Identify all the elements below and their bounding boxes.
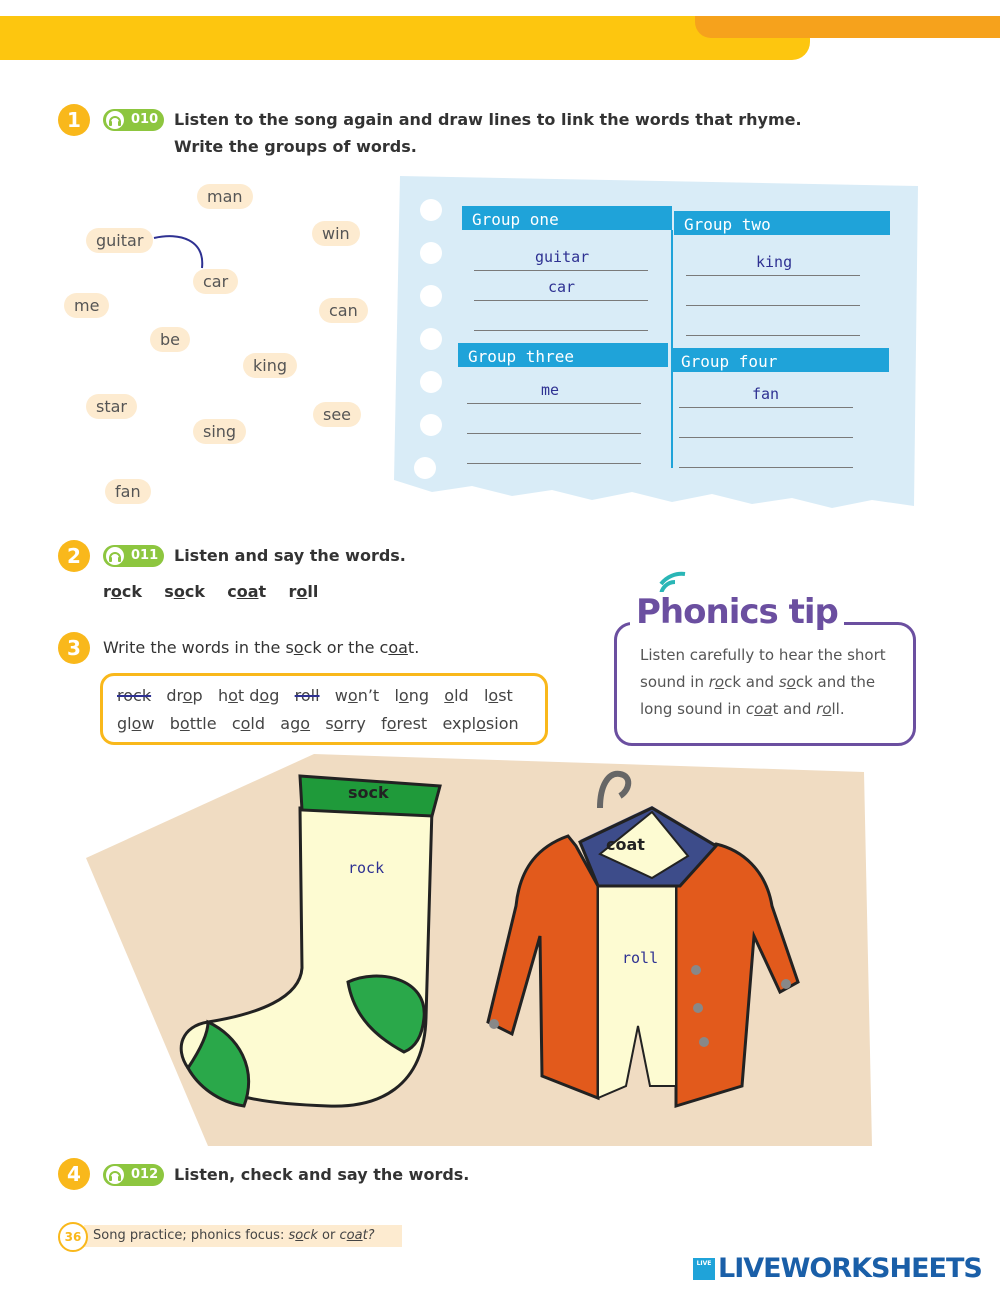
sock-answer[interactable]: rock: [348, 859, 385, 877]
answer-line: [679, 407, 853, 408]
word-box-word[interactable]: old: [444, 686, 469, 705]
group-four-header: Group four: [671, 348, 889, 372]
liveworksheets-brand: LIVEWORKSHEETS: [718, 1253, 982, 1284]
word-box-word[interactable]: lost: [483, 686, 513, 705]
answer-line: [467, 403, 641, 404]
rhyme-word[interactable]: car: [193, 269, 238, 294]
rhyme-word[interactable]: guitar: [86, 228, 153, 253]
word-box-word[interactable]: sorry: [325, 714, 366, 733]
exercise-2-words: [103, 582, 318, 601]
notepad-hole: [420, 285, 442, 307]
rhyme-word[interactable]: win: [312, 221, 360, 246]
coat-answer[interactable]: roll: [622, 949, 659, 967]
notepad-hole: [420, 199, 442, 221]
exercise-2-number: 2: [58, 540, 90, 572]
answer-line: [686, 335, 860, 336]
group-four-answer[interactable]: fan: [752, 385, 780, 403]
group-two-header: Group two: [674, 211, 890, 235]
header-bar: [0, 16, 810, 60]
answer-line: [467, 433, 641, 434]
headphones-icon: [106, 111, 124, 129]
sock-illustration: [178, 768, 448, 1128]
rhyme-word[interactable]: sing: [193, 419, 246, 444]
rhyme-word[interactable]: see: [313, 402, 361, 427]
answer-line: [679, 467, 853, 468]
word-box-word[interactable]: drop: [166, 686, 203, 705]
word-box-word[interactable]: ago: [280, 714, 311, 733]
answer-line: [474, 330, 648, 331]
group-three-header: Group three: [458, 343, 668, 367]
word-box-word[interactable]: roll: [294, 686, 320, 705]
group-one-header: Group one: [462, 206, 672, 230]
word-box-word[interactable]: bottle: [169, 714, 217, 733]
word-box-word[interactable]: explosion: [442, 714, 519, 733]
rhyme-word[interactable]: star: [86, 394, 137, 419]
answer-line: [679, 437, 853, 438]
rhyme-word[interactable]: fan: [105, 479, 151, 504]
exercise-1-number: 1: [58, 104, 90, 136]
answer-line: [686, 275, 860, 276]
notepad-hole: [420, 371, 442, 393]
phonics-tip-line3: long sound in coat and roll.: [640, 700, 845, 718]
phonics-tip-line1: Listen carefully to hear the short: [640, 646, 886, 664]
exercise-1-instruction-line2: Write the groups of words.: [174, 137, 417, 156]
phonics-tip-line2: sound in rock and sock and the: [640, 673, 876, 691]
header-accent-bar: [695, 16, 1000, 38]
headphones-icon: [106, 1166, 124, 1184]
audio-track-number: 012: [131, 1167, 159, 1182]
notepad-hole: [420, 328, 442, 350]
exercise-4-number: 4: [58, 1158, 90, 1190]
word-box-word[interactable]: rock: [117, 686, 152, 705]
audio-track-012[interactable]: [103, 1164, 164, 1186]
audio-track-010[interactable]: [103, 109, 164, 131]
rhyme-word[interactable]: me: [64, 293, 109, 318]
word-box-word[interactable]: hot dog: [217, 686, 280, 705]
coat-label: coat: [606, 835, 645, 854]
exercise-2-instruction: Listen and say the words.: [174, 546, 406, 565]
notepad-hole: [414, 457, 436, 479]
group-one-answer[interactable]: guitar: [535, 248, 590, 266]
phonics-word: sock: [164, 582, 205, 601]
phonics-word: coat: [227, 582, 267, 601]
answer-line: [467, 463, 641, 464]
word-box: [100, 673, 548, 745]
rhyme-word[interactable]: be: [150, 327, 190, 352]
rhyme-link-line: [150, 230, 210, 272]
exercise-1-instruction-line1: Listen to the song again and draw lines to link the words that rhyme.: [174, 110, 802, 129]
rhyme-word[interactable]: can: [319, 298, 368, 323]
page-number: 36: [58, 1222, 88, 1252]
word-box-row1: [117, 686, 513, 705]
audio-track-number: 011: [131, 548, 159, 563]
group-two-answer[interactable]: king: [756, 253, 793, 271]
phonics-tip-title: Phonics tip: [630, 592, 844, 632]
audio-track-number: 010: [131, 112, 159, 127]
notepad-hole: [420, 242, 442, 264]
rhyme-word[interactable]: man: [197, 184, 253, 209]
liveworksheets-logo-icon: LIVE: [693, 1258, 715, 1280]
footer-text: Song practice; phonics focus: sock or coat?: [93, 1228, 375, 1243]
rhyme-word[interactable]: king: [243, 353, 297, 378]
sock-label: sock: [348, 783, 389, 802]
word-box-row2: [117, 714, 519, 733]
phonics-word: roll: [288, 582, 319, 601]
notepad-hole: [420, 414, 442, 436]
exercise-3-instruction: Write the words in the sock or the coat.: [103, 638, 420, 657]
word-box-word[interactable]: won’t: [334, 686, 380, 705]
headphones-icon: [106, 547, 124, 565]
answer-line: [474, 270, 648, 271]
word-box-word[interactable]: glow: [117, 714, 155, 733]
group-one-answer[interactable]: car: [548, 278, 576, 296]
answer-line: [686, 305, 860, 306]
coat-illustration: [480, 746, 804, 1132]
exercise-3-number: 3: [58, 632, 90, 664]
answer-line: [474, 300, 648, 301]
word-box-word[interactable]: cold: [231, 714, 266, 733]
exercise-4-instruction: Listen, check and say the words.: [174, 1165, 470, 1184]
audio-track-011[interactable]: [103, 545, 164, 567]
table-divider: [671, 230, 673, 468]
word-box-word[interactable]: long: [394, 686, 429, 705]
group-three-answer[interactable]: me: [541, 381, 560, 399]
phonics-word: rock: [103, 582, 143, 601]
word-box-word[interactable]: forest: [381, 714, 428, 733]
